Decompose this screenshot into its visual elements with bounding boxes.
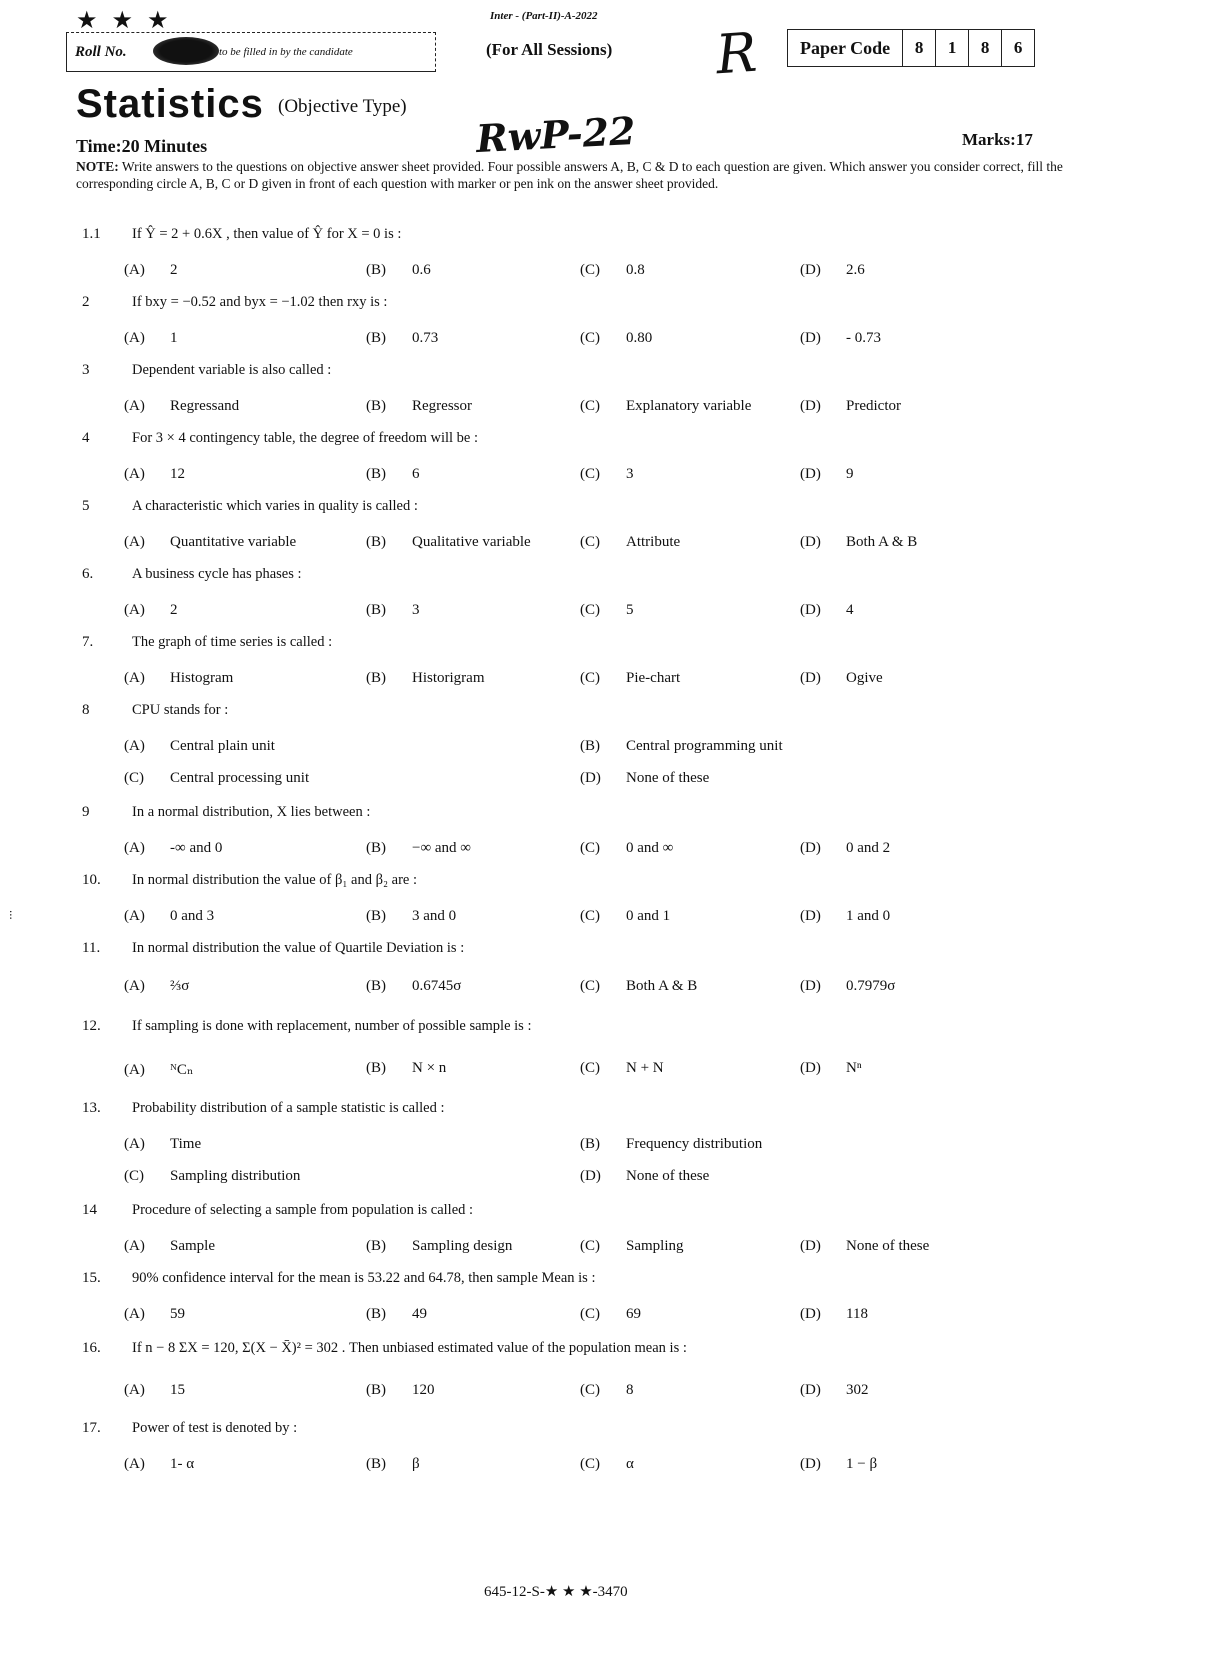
option-text: Attribute <box>626 534 681 550</box>
option-text: 0 and 1 <box>626 908 671 924</box>
question-number: 5 <box>82 498 90 514</box>
option-text: 0.8 <box>626 262 645 278</box>
option-label: (C) <box>580 1456 600 1472</box>
option-label: (D) <box>580 770 601 786</box>
option-label: (D) <box>800 670 821 686</box>
answer-option <box>580 840 673 857</box>
answer-option <box>580 1168 709 1185</box>
paper-code-digit: 8 <box>969 30 1002 66</box>
answer-option <box>800 398 901 415</box>
instructions-note <box>76 158 1076 192</box>
option-text: Explanatory variable <box>626 398 752 414</box>
option-label: (C) <box>580 1306 600 1322</box>
answer-option <box>580 908 670 925</box>
option-label: (A) <box>124 602 145 618</box>
option-text: N + N <box>626 1060 664 1076</box>
option-label: (A) <box>124 908 145 924</box>
question-text: 90% confidence interval for the mean is 53.22 and 64.78, then sample Mean is : <box>132 1270 596 1286</box>
answer-option <box>124 978 189 995</box>
answer-option <box>580 1136 762 1153</box>
option-text: Quantitative variable <box>170 534 297 550</box>
option-text: Sample <box>170 1238 215 1254</box>
option-label: (B) <box>366 1456 386 1472</box>
answer-option <box>366 534 531 551</box>
header-stars: ★ ★ ★ <box>76 8 173 34</box>
option-text: Central plain unit <box>170 738 275 754</box>
paper-code-digit: 8 <box>903 30 936 66</box>
option-text: -∞ and 0 <box>170 840 223 856</box>
option-label: (A) <box>124 1238 145 1254</box>
answer-option <box>366 1238 512 1255</box>
option-text: β <box>412 1456 420 1472</box>
answer-option <box>800 330 881 347</box>
answer-option <box>124 770 309 787</box>
answer-option <box>124 1456 194 1473</box>
option-label: (B) <box>366 398 386 414</box>
option-label: (D) <box>800 330 821 346</box>
option-text: Qualitative variable <box>412 534 531 550</box>
option-text: Central programming unit <box>626 738 783 754</box>
option-label: (A) <box>124 1382 145 1398</box>
question-number: 7. <box>82 634 94 650</box>
redacted-blot <box>153 37 219 65</box>
option-text: None of these <box>626 1168 710 1184</box>
answer-option <box>366 602 420 619</box>
option-label: (A) <box>124 330 145 346</box>
option-label: (B) <box>366 534 386 550</box>
option-label: (B) <box>366 908 386 924</box>
answer-option <box>124 534 296 551</box>
answer-option <box>124 670 233 687</box>
option-text: 69 <box>626 1306 641 1322</box>
roll-number-note: to be filled in by the candidate <box>219 46 353 58</box>
option-label: (C) <box>124 770 144 786</box>
answer-option <box>580 534 680 551</box>
answer-option <box>580 1306 641 1323</box>
option-text: 5 <box>626 602 634 618</box>
question-number: 12. <box>82 1018 101 1034</box>
answer-option <box>366 1060 446 1077</box>
answer-option <box>800 840 890 857</box>
option-text: 3 and 0 <box>412 908 457 924</box>
option-label: (C) <box>580 466 600 482</box>
answer-option <box>366 330 438 347</box>
answer-option <box>366 1456 420 1473</box>
question-number: 3 <box>82 362 90 378</box>
paper-code-box <box>787 29 1035 67</box>
answer-option <box>580 398 751 415</box>
option-label: (B) <box>366 840 386 856</box>
option-text: 0.6 <box>412 262 431 278</box>
option-label: (B) <box>580 738 600 754</box>
option-label: (D) <box>800 1060 821 1076</box>
question-text: If Ŷ = 2 + 0.6X , then value of Ŷ for X = 0 is : <box>132 226 402 242</box>
answer-option <box>124 1382 185 1399</box>
answer-option <box>124 1060 193 1079</box>
option-label: (D) <box>800 466 821 482</box>
option-text: 6 <box>412 466 420 482</box>
answer-option <box>580 1060 664 1077</box>
option-text: Time <box>170 1136 202 1152</box>
question-number: 2 <box>82 294 90 310</box>
option-label: (D) <box>800 534 821 550</box>
option-label: (C) <box>580 602 600 618</box>
option-text: N × n <box>412 1060 447 1076</box>
option-label: (A) <box>124 670 145 686</box>
option-text: 4 <box>846 602 854 618</box>
paper-code-digit: 6 <box>1013 38 1023 57</box>
answer-option <box>124 398 239 415</box>
answer-option <box>580 978 697 995</box>
question-number: 9 <box>82 804 90 820</box>
roll-number-label: Roll No. <box>75 44 127 60</box>
option-label: (B) <box>366 330 386 346</box>
option-label: (C) <box>580 840 600 856</box>
roll-number-box <box>66 32 436 72</box>
question-text: In normal distribution the value of β₁ and β₂ are : <box>132 872 417 888</box>
answer-option <box>124 262 178 279</box>
answer-option <box>580 330 652 347</box>
option-label: (C) <box>580 1060 600 1076</box>
option-text: None of these <box>626 770 710 786</box>
answer-option <box>580 262 645 279</box>
answer-option <box>124 1306 185 1323</box>
option-label: (A) <box>124 262 145 278</box>
option-label: (A) <box>124 534 145 550</box>
option-label: (D) <box>800 1306 821 1322</box>
answer-option <box>366 1306 427 1323</box>
handwritten-note: RwP-22 <box>474 107 637 162</box>
question-text: If sampling is done with replacement, number of possible sample is : <box>132 1018 532 1034</box>
option-text: Sampling <box>626 1238 684 1254</box>
question-number: 1.1 <box>82 226 101 242</box>
option-label: (B) <box>366 1060 386 1076</box>
question-text: CPU stands for : <box>132 702 229 718</box>
answer-option <box>124 330 178 347</box>
question-number: 8 <box>82 702 90 718</box>
option-text: ᴺCₙ <box>170 1062 194 1078</box>
option-text: Predictor <box>846 398 901 414</box>
answer-option <box>366 978 461 995</box>
paper-code-label: Paper Code <box>788 30 903 66</box>
option-label: (D) <box>800 1382 821 1398</box>
option-text: Central processing unit <box>170 770 310 786</box>
note-label: NOTE: <box>76 159 119 174</box>
answer-option <box>800 908 890 925</box>
option-text: 118 <box>846 1306 868 1322</box>
option-label: (B) <box>366 262 386 278</box>
question-text: In normal distribution the value of Quartile Deviation is : <box>132 940 465 956</box>
option-label: (B) <box>366 602 386 618</box>
question-number: 6. <box>82 566 94 582</box>
option-label: (C) <box>580 262 600 278</box>
option-label: (C) <box>124 1168 144 1184</box>
answer-option <box>580 1456 634 1473</box>
option-text: 2 <box>170 262 178 278</box>
option-label: (D) <box>800 398 821 414</box>
answer-option <box>124 602 178 619</box>
total-marks: Marks:17 <box>962 130 1033 149</box>
option-text: 0.6745σ <box>412 978 462 994</box>
question-text: If bxy = −0.52 and byx = −1.02 then rxy is : <box>132 294 388 310</box>
option-text: 302 <box>846 1382 869 1398</box>
footer-code: 645-12-S-★ ★ ★-3470 <box>484 1584 628 1600</box>
title-subtitle: (Objective Type) <box>278 96 407 117</box>
question-number: 11. <box>82 940 101 956</box>
option-label: (A) <box>124 1456 145 1472</box>
option-text: ⅔σ <box>170 978 190 994</box>
option-text: 2.6 <box>846 262 865 278</box>
option-text: Regressand <box>170 398 240 414</box>
option-label: (D) <box>800 602 821 618</box>
option-text: 3 <box>626 466 634 482</box>
option-text: Nⁿ <box>846 1060 862 1076</box>
answer-option <box>366 1382 435 1399</box>
option-label: (C) <box>580 670 600 686</box>
paper-reference: Inter - (Part-II)-A-2022 <box>490 10 598 22</box>
answer-option <box>580 602 634 619</box>
option-text: 12 <box>170 466 185 482</box>
page-title: Statistics <box>76 82 264 126</box>
answer-option <box>800 670 883 687</box>
answer-option <box>366 670 485 687</box>
answer-option <box>580 670 680 687</box>
answer-option <box>580 770 709 787</box>
answer-option <box>366 398 472 415</box>
question-text: For 3 × 4 contingency table, the degree of freedom will be : <box>132 430 478 446</box>
sessions-label: (For All Sessions) <box>486 40 613 59</box>
time-allowed: Time:20 Minutes <box>76 136 208 156</box>
option-label: (C) <box>580 978 600 994</box>
option-text: 1 − β <box>846 1456 878 1472</box>
option-text: 1 <box>170 330 178 346</box>
question-text: Power of test is denoted by : <box>132 1420 298 1436</box>
answer-option <box>800 602 854 619</box>
option-label: (A) <box>124 1062 145 1078</box>
option-text: 1 and 0 <box>846 908 891 924</box>
answer-option <box>124 1238 215 1255</box>
option-label: (D) <box>800 262 821 278</box>
question-text: In a normal distribution, X lies between : <box>132 804 371 820</box>
option-label: (A) <box>124 1306 145 1322</box>
answer-option <box>366 840 471 857</box>
option-text: 0 and 2 <box>846 840 891 856</box>
option-text: 0.73 <box>412 330 439 346</box>
option-label: (C) <box>580 534 600 550</box>
option-text: 1- α <box>170 1456 195 1472</box>
question-number: 14 <box>82 1202 97 1218</box>
option-text: Ogive <box>846 670 883 686</box>
option-label: (B) <box>366 1306 386 1322</box>
option-label: (A) <box>124 978 145 994</box>
answer-option <box>800 1306 868 1323</box>
option-text: 59 <box>170 1306 185 1322</box>
answer-option <box>124 1168 300 1185</box>
option-text: 8 <box>626 1382 634 1398</box>
option-text: Sampling distribution <box>170 1168 301 1184</box>
side-margin-mark: ... <box>7 910 22 920</box>
option-text: 0 and 3 <box>170 908 215 924</box>
option-label: (C) <box>580 330 600 346</box>
question-text: Probability distribution of a sample statistic is called : <box>132 1100 445 1116</box>
answer-option <box>124 738 275 755</box>
option-text: 49 <box>412 1306 427 1322</box>
option-text: Frequency distribution <box>626 1136 763 1152</box>
answer-option <box>580 1238 684 1255</box>
answer-option <box>366 466 420 483</box>
answer-option <box>124 840 222 857</box>
answer-option <box>580 466 634 483</box>
option-label: (B) <box>580 1136 600 1152</box>
option-text: Histogram <box>170 670 234 686</box>
option-label: (D) <box>800 1456 821 1472</box>
option-label: (B) <box>366 978 386 994</box>
option-text: 120 <box>412 1382 435 1398</box>
question-text: If n − 8 ΣX = 120, Σ(X − X̄)² = 302 . Then unbiased estimated value of the population mean is : <box>132 1340 687 1356</box>
answer-option <box>800 534 917 551</box>
option-label: (C) <box>580 1238 600 1254</box>
answer-option <box>800 262 865 279</box>
question-number: 4 <box>82 430 90 446</box>
option-text: - 0.73 <box>846 330 881 346</box>
question-number: 15. <box>82 1270 101 1286</box>
option-text: Regressor <box>412 398 472 414</box>
option-text: Historigram <box>412 670 485 686</box>
option-label: (D) <box>580 1168 601 1184</box>
option-text: Sampling design <box>412 1238 513 1254</box>
option-label: (A) <box>124 1136 145 1152</box>
answer-option <box>800 1238 929 1255</box>
question-text: A business cycle has phases : <box>132 566 302 582</box>
question-number: 16. <box>82 1340 101 1356</box>
option-label: (D) <box>800 908 821 924</box>
option-text: 2 <box>170 602 178 618</box>
option-label: (A) <box>124 398 145 414</box>
handwritten-mark: R <box>713 20 759 87</box>
option-label: (A) <box>124 840 145 856</box>
answer-option <box>800 978 895 995</box>
option-label: (B) <box>366 670 386 686</box>
question-text: The graph of time series is called : <box>132 634 333 650</box>
answer-option <box>580 738 783 755</box>
option-label: (A) <box>124 738 145 754</box>
option-text: 0.80 <box>626 330 653 346</box>
option-label: (B) <box>366 1382 386 1398</box>
option-label: (D) <box>800 978 821 994</box>
answer-option <box>800 466 854 483</box>
option-label: (C) <box>580 908 600 924</box>
answer-option <box>124 466 185 483</box>
option-text: Both A & B <box>626 978 698 994</box>
question-number: 13. <box>82 1100 101 1116</box>
option-text: None of these <box>846 1238 930 1254</box>
answer-option <box>580 1382 634 1399</box>
question-text: Procedure of selecting a sample from population is called : <box>132 1202 474 1218</box>
option-label: (D) <box>800 1238 821 1254</box>
note-text: Write answers to the questions on objective answer sheet provided. Four possible answers A, B, C & D to each question are given. Which answer you consider correct, fill the corresponding circle A, B, C or D given in front of each question with marker or pen ink on the answer sheet provided. <box>76 159 1063 191</box>
option-label: (B) <box>366 466 386 482</box>
answer-option <box>800 1382 869 1399</box>
answer-option <box>366 262 431 279</box>
question-text: Dependent variable is also called : <box>132 362 332 378</box>
option-text: −∞ and ∞ <box>412 840 472 856</box>
option-text: 3 <box>412 602 420 618</box>
option-text: 0.7979σ <box>846 978 896 994</box>
option-text: Both A & B <box>846 534 918 550</box>
option-text: 9 <box>846 466 854 482</box>
option-text: 15 <box>170 1382 185 1398</box>
answer-option <box>124 1136 201 1153</box>
question-number: 10. <box>82 872 101 888</box>
question-text: A characteristic which varies in quality is called : <box>132 498 418 514</box>
option-label: (B) <box>366 1238 386 1254</box>
answer-option <box>800 1456 877 1473</box>
option-text: 0 and ∞ <box>626 840 674 856</box>
option-text: Pie-chart <box>626 670 681 686</box>
answer-option <box>124 908 214 925</box>
option-label: (C) <box>580 1382 600 1398</box>
option-text: α <box>626 1456 634 1472</box>
option-label: (A) <box>124 466 145 482</box>
question-number: 17. <box>82 1420 101 1436</box>
answer-option <box>800 1060 862 1077</box>
paper-code-digit: 1 <box>936 30 969 66</box>
option-label: (D) <box>800 840 821 856</box>
option-label: (C) <box>580 398 600 414</box>
answer-option <box>366 908 456 925</box>
